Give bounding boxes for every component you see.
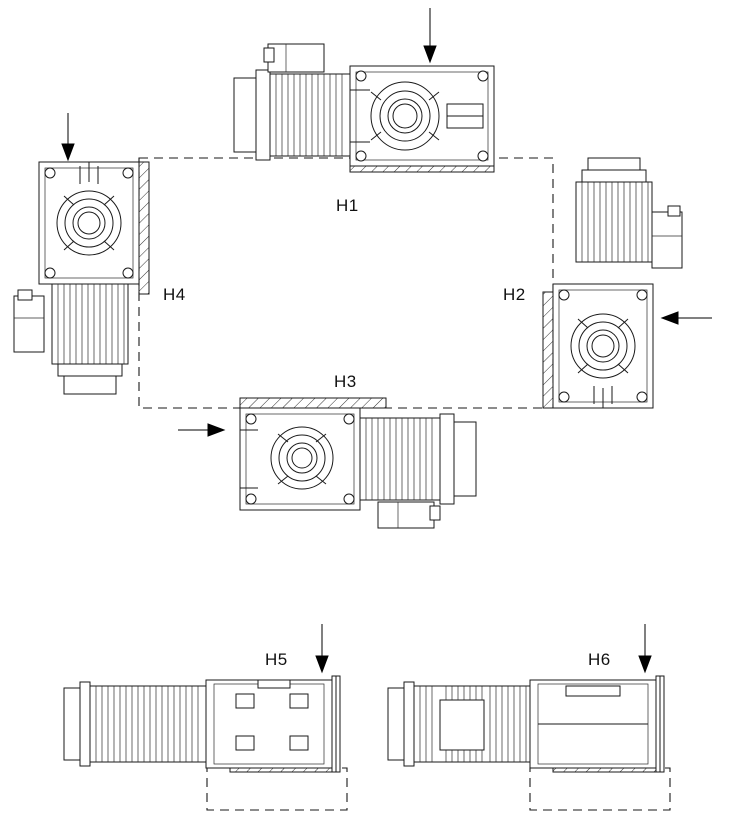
arrow-h4 xyxy=(62,113,74,160)
view-h1 xyxy=(234,8,494,172)
view-h4 xyxy=(14,113,149,394)
label-h4: H4 xyxy=(163,285,186,304)
arrow-h1 xyxy=(424,8,436,62)
label-h3: H3 xyxy=(334,372,357,391)
view-h5 xyxy=(64,624,347,810)
label-h5: H5 xyxy=(265,650,288,669)
arrow-h5 xyxy=(316,624,328,672)
label-h6: H6 xyxy=(588,650,611,669)
label-h1: H1 xyxy=(336,196,359,215)
arrow-h6 xyxy=(639,624,651,672)
view-h3 xyxy=(178,398,476,528)
view-h2 xyxy=(543,158,712,408)
view-h6 xyxy=(388,624,670,810)
arrow-h3 xyxy=(178,424,224,436)
arrow-h2 xyxy=(662,312,712,324)
label-h2: H2 xyxy=(503,285,526,304)
